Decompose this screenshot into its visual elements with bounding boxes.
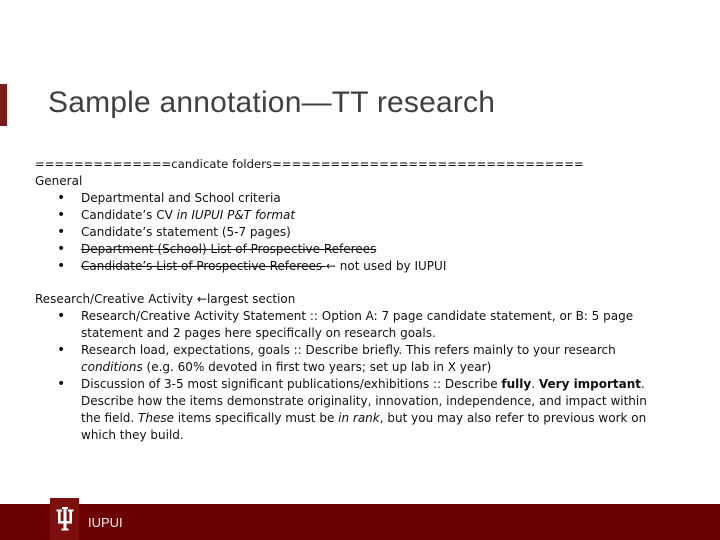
item-line	[35, 410, 647, 427]
general-list	[35, 190, 625, 275]
left-arrow-icon: ←	[325, 259, 336, 273]
item-text-struck: Candidate’s List of Prospective Referees	[81, 259, 326, 273]
annotation-body	[35, 156, 647, 444]
item-emphasis: in rank	[338, 411, 380, 425]
item-text-struck: Department (School) List of Prospective Referees	[81, 242, 377, 256]
list-item	[35, 342, 625, 359]
item-text: , but you may also refer to previous work on	[379, 411, 647, 425]
research-heading	[35, 291, 625, 308]
footer-bar	[0, 504, 720, 540]
item-text: the field.	[81, 411, 139, 425]
research-heading-text: Research/Creative Activity	[35, 292, 197, 306]
item-line: • Research load, expectations, goals :: Describe briefly. This refers mainly to your research	[81, 343, 616, 357]
folder-separator: ==============candicate folders================================	[35, 157, 584, 171]
item-line	[81, 376, 645, 393]
item-emphasis: These	[138, 411, 174, 425]
item-text: (e.g. 60% devoted in first two years; set up lab in X year)	[142, 360, 492, 374]
left-arrow-icon: ←	[196, 292, 207, 306]
item-line: • Research/Creative Activity Statement :: Option A: 7 page candidate statement, or B: 5 page	[81, 309, 634, 323]
item-text: .	[531, 377, 539, 391]
slide-title: Sample annotation—TT research	[48, 86, 496, 119]
item-text: items specifically must be	[173, 411, 339, 425]
item-text: Candidate’s CV	[81, 208, 177, 222]
trident-icon	[55, 506, 75, 532]
item-text: Discussion of 3-5 most significant publications/exhibitions :: Describe	[81, 377, 502, 391]
general-heading: General	[35, 174, 83, 188]
title-accent-bar	[0, 84, 7, 126]
list-item	[35, 241, 625, 258]
item-bold: Very important	[538, 377, 642, 391]
item-line: statement and 2 pages here specifically on research goals.	[81, 326, 436, 340]
list-item	[35, 308, 634, 325]
item-line: which they build.	[81, 428, 184, 442]
item-text: .	[641, 377, 645, 391]
list-item	[35, 190, 625, 207]
research-note: largest section	[206, 292, 296, 306]
item-line	[35, 359, 625, 376]
item-emphasis: conditions	[81, 360, 143, 374]
list-item	[35, 376, 645, 393]
item-text: Candidate’s statement (5-7 pages)	[81, 225, 291, 239]
item-emphasis: in IUPUI P&T format	[176, 208, 296, 222]
list-item	[35, 224, 625, 241]
item-text: Departmental and School criteria	[81, 191, 281, 205]
list-item	[35, 258, 625, 275]
research-list	[35, 308, 647, 444]
footer-label: IUPUI	[88, 515, 123, 530]
list-item	[35, 207, 625, 224]
iu-trident-logo	[50, 498, 79, 540]
item-line: Describe how the items demonstrate originality, innovation, independence, and impact within	[81, 394, 647, 408]
item-note: not used by IUPUI	[335, 259, 447, 273]
item-bold: fully	[501, 377, 532, 391]
